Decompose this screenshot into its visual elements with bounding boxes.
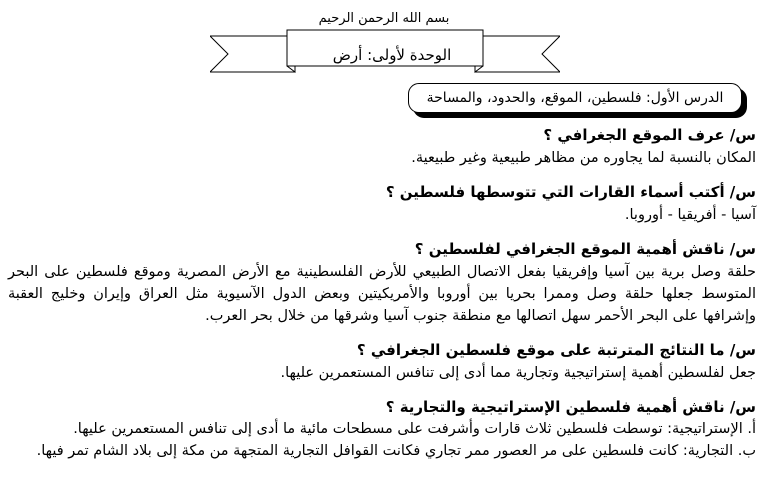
answer-line-strategic: أ. الإستراتيجية: توسطت فلسطين ثلاث قارات وأشرفت على مسطحات مائية ما أدى إلى تنافس المستعمرين عليها. xyxy=(73,421,756,437)
question-block xyxy=(8,125,756,169)
answer-text: المكان بالنسبة لما يجاوره من مظاهر طبيعية وغير طبيعية. xyxy=(411,150,756,166)
question-text: س/ ناقش أهمية الموقع الجغرافي لفلسطين ؟ xyxy=(414,240,756,258)
question-text: س/ ما النتائج المترتبة على موقع فلسطين الجغرافي ؟ xyxy=(356,341,756,359)
answer-text: حلقة وصل برية بين آسيا وإفريقيا بفعل الاتصال الطبيعي للأرض الفلسطينية مع الأرض المصرية وموقع فلسطين على البحر المتوسط جعلها حلقة وصل وممرا بحريا بين أوروبا والأمريكيتين وبعض الدول الآسيوية مثل العراق وإيران وخليج العقبة وإشرافها على البحر الأحمر سهل اتصالها مع منطقة جنوب آسيا وشرقها من خلال بحر العرب. xyxy=(8,264,756,324)
basmala-heading: بسم الله الرحمن الرحيم xyxy=(318,11,450,26)
question-text: س/ ناقش أهمية فلسطين الإستراتيجية والتجارية ؟ xyxy=(385,398,756,416)
answer-line-commercial: ب. التجارية: كانت فلسطين على مر العصور ممر تجاري فكانت القوافل التجارية المتجهة من مكة إلى بلاد الشام تمر فيها. xyxy=(36,443,756,459)
question-block xyxy=(8,397,756,462)
lesson-title-box xyxy=(408,83,742,113)
answer-text: جعل لفلسطين أهمية إستراتيجية وتجارية مما أدى إلى تنافس المستعمرين عليها. xyxy=(280,365,756,381)
question-block xyxy=(8,182,756,226)
lesson-title: الدرس الأول: فلسطين، الموقع، والحدود، والمساحة xyxy=(426,90,724,106)
ribbon-left-tail xyxy=(210,36,295,72)
question-block xyxy=(8,239,756,327)
question-block xyxy=(8,340,756,384)
question-text: س/ عرف الموقع الجغرافي ؟ xyxy=(543,126,756,144)
question-text: س/ أكتب أسماء القارات التي تتوسطها فلسطين ؟ xyxy=(385,183,756,201)
questions-section xyxy=(8,125,756,475)
answer-text: آسيا - أفريقيا - أوروبا. xyxy=(624,207,756,223)
unit-title: الوحدة لأولى: أرض xyxy=(332,46,452,64)
